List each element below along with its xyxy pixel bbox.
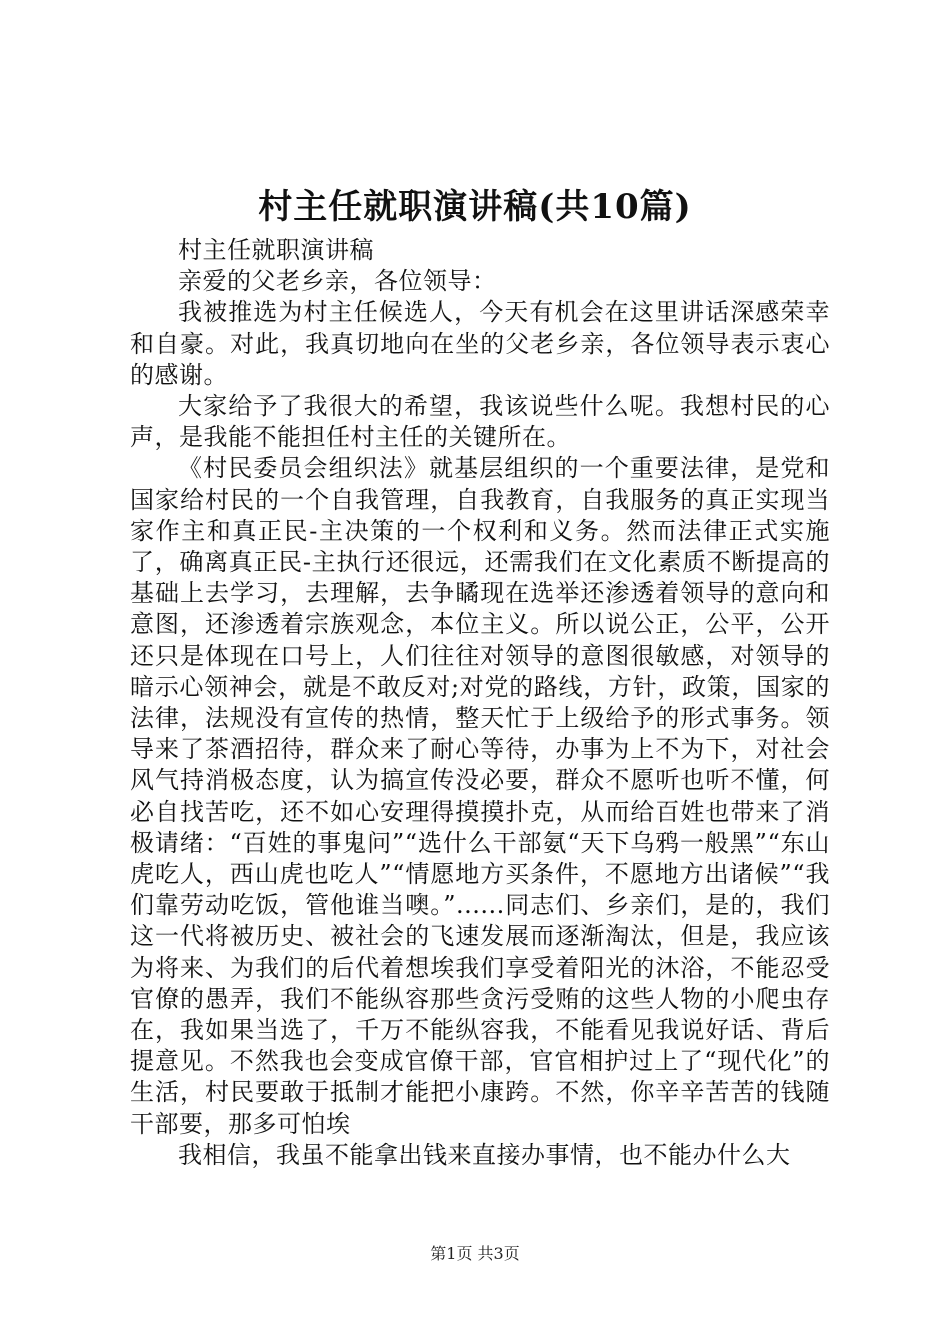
document-body xyxy=(130,235,830,1171)
paragraph-salutation: 亲爱的父老乡亲，各位领导： xyxy=(178,267,497,296)
paragraph: 我被推选为村主任候选人，今天有机会在这里讲话深感荣幸和自豪。对此，我真切地向在坐的父老乡亲，各位领导表示衷心的感谢。 xyxy=(130,298,830,389)
page-number-footer: 第1页 共3页 xyxy=(430,1244,520,1263)
paragraph: 我相信，我虽不能拿出钱来直接办事情，也不能办什么大 xyxy=(178,1140,791,1169)
paragraph: 大家给予了我很大的希望，我该说些什么呢。我想村民的心声，是我能不能担任村主任的关键所在。 xyxy=(130,392,830,452)
paragraph-heading: 村主任就职演讲稿 xyxy=(178,236,374,264)
paragraph: 《村民委员会组织法》就基层组织的一个重要法律，是党和国家给村民的一个自我管理，自我教育，自我服务的真正实现当家作主和真正民-主决策的一个权利和义务。然而法律正式实施了，确离真正民-主执行还很远，还需我们在文化素质不断提高的基础上去学习，去理解，去争瞲现在选举还渗透着领导的意向和意图，还渗透着宗族观念，本位主义。所以说公正，公平，公开还只是体现在口号上，人们往往对领导的意图很敏感，对领导的暗示心领神会，就是不敢反对;对党的路线，方针，政策，国家的法律，法规没有宣传的热情，整天忙于上级给予的形式事务。领导来了茶酒招待，群众来了耐心等待，办事为上不为下，对社会风气持消极态度，认为搞宣传没必要，群众不愿听也听不懂，何必自找苦吃，还不如心安理得摸摸扑克，从而给百姓也带来了消极请绪：“百姓的事鬼问”“选什么干部氨“天下乌鸦一般黑”“东山虎吃人，西山虎也吃人”“情愿地方买条件，不愿地方出诸候”“我们靠劳动吃饭，管他谁当噢。”......同志们、乡亲们，是的，我们这一代将被历史、被社会的飞速发展而逐渐淘汰，但是，我应该为将来、为我们的后代着想埃我们享受着阳光的沐浴，不能忍受官僚的愚弄，我们不能纵容那些贪污受贿的这些人物的小爬虫存在，我如果当选了，千万不能纵容我，不能看见我说好话、背后提意见。不然我也会变成官僚干部，官官相护过上了“现代化”的生活，村民要敢于抵制才能把小康跨。不然，你辛辛苦苦的钱随干部要，那多可怕埃 xyxy=(130,454,830,1138)
document-title: 村主任就职演讲稿(共10篇) xyxy=(258,187,692,227)
